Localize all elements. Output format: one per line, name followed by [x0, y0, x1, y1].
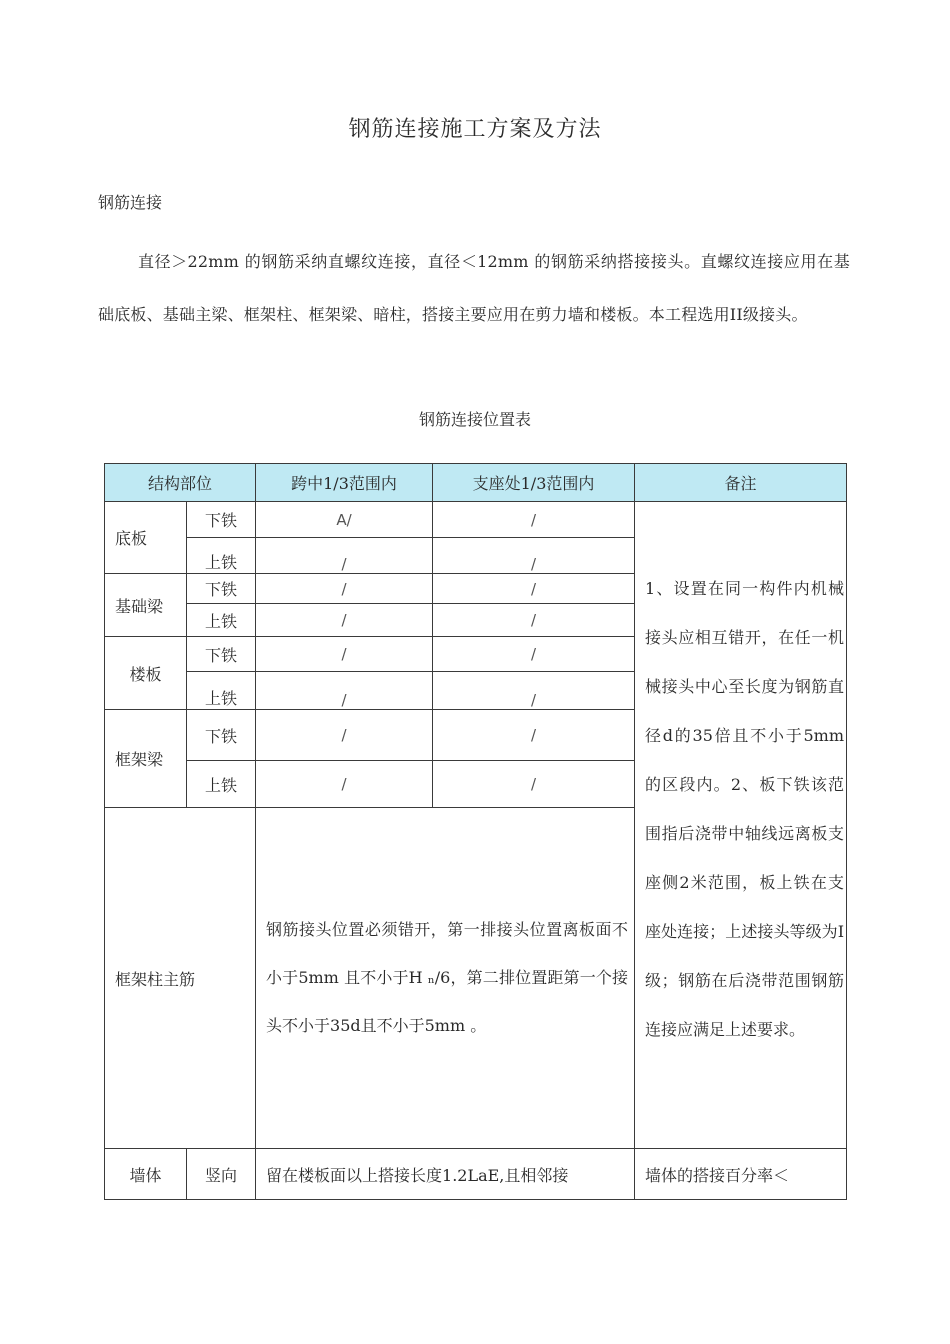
- wall-text: 留在楼板面以上搭接长度1.2LaE,且相邻接: [256, 1149, 635, 1200]
- table-row: [105, 1149, 847, 1200]
- mid-value: /: [256, 672, 433, 710]
- sub-label: 下铁: [187, 574, 256, 604]
- sub-label: 上铁: [187, 672, 256, 710]
- header-remarks: 备注: [635, 464, 847, 502]
- header-structure-part: 结构部位: [105, 464, 256, 502]
- support-value: /: [433, 538, 635, 574]
- mid-value: /: [256, 637, 433, 672]
- support-value: /: [433, 574, 635, 604]
- support-value: /: [433, 710, 635, 761]
- table-caption: 钢筋连接位置表: [418, 410, 531, 429]
- mid-value: /: [256, 761, 433, 808]
- remarks-cell: 1、设置在同一构件内机械接头应相互错开，在任一机械接头中心至长度为钢筋直径d的35倍且不小于5mm 的区段内。2、板下铁该范围指后浇带中轴线远离板支座侧2米范围，板上铁在支座处连接；上述接头等级为I级；钢筋在后浇带范围钢筋连接应满足上述要求。: [635, 502, 847, 1149]
- mid-value: /: [256, 604, 433, 637]
- wall-note: 墙体的搭接百分率＜: [635, 1149, 847, 1200]
- table-header-row: [105, 464, 847, 502]
- sub-label: 下铁: [187, 710, 256, 761]
- page-title: 钢筋连接施工方案及方法: [348, 117, 602, 142]
- column-rebar-name: 框架柱主筋: [105, 808, 256, 1149]
- mid-value: /: [256, 710, 433, 761]
- support-value: /: [433, 502, 635, 538]
- wall-sub-label: 竖向: [187, 1149, 256, 1200]
- group-name: 框架梁: [105, 710, 187, 808]
- section-heading: 钢筋连接: [98, 193, 163, 212]
- mid-value: /: [256, 538, 433, 574]
- rebar-connection-table: [104, 463, 847, 1200]
- group-name: 底板: [105, 502, 187, 574]
- header-support: 支座处1/3范围内: [433, 464, 635, 502]
- header-mid-span: 跨中1/3范围内: [256, 464, 433, 502]
- group-name: 基础梁: [105, 574, 187, 637]
- group-name: 楼板: [105, 637, 187, 710]
- wall-name: 墙体: [105, 1149, 187, 1200]
- mid-value: A/: [256, 502, 433, 538]
- sub-label: 下铁: [187, 502, 256, 538]
- support-value: /: [433, 672, 635, 710]
- sub-label: 上铁: [187, 604, 256, 637]
- sub-label: 上铁: [187, 538, 256, 574]
- support-value: /: [433, 604, 635, 637]
- sub-label: 上铁: [187, 761, 256, 808]
- support-value: /: [433, 761, 635, 808]
- table-row: [105, 502, 847, 538]
- column-rebar-text: 钢筋接头位置必须错开，第一排接头位置离板面不小于5mm 且不小于H ₙ/6，第二排位置距第一个接头不小于35d且不小于5mm 。: [256, 808, 635, 1149]
- intro-paragraph: 直径＞22mm 的钢筋采纳直螺纹连接，直径＜12mm 的钢筋采纳搭接接头。直螺纹连接应用在基础底板、基础主梁、框架柱、框架梁、暗柱，搭接主要应用在剪力墙和楼板。本工程选用II级接头。: [98, 252, 850, 324]
- support-value: /: [433, 637, 635, 672]
- mid-value: /: [256, 574, 433, 604]
- sub-label: 下铁: [187, 637, 256, 672]
